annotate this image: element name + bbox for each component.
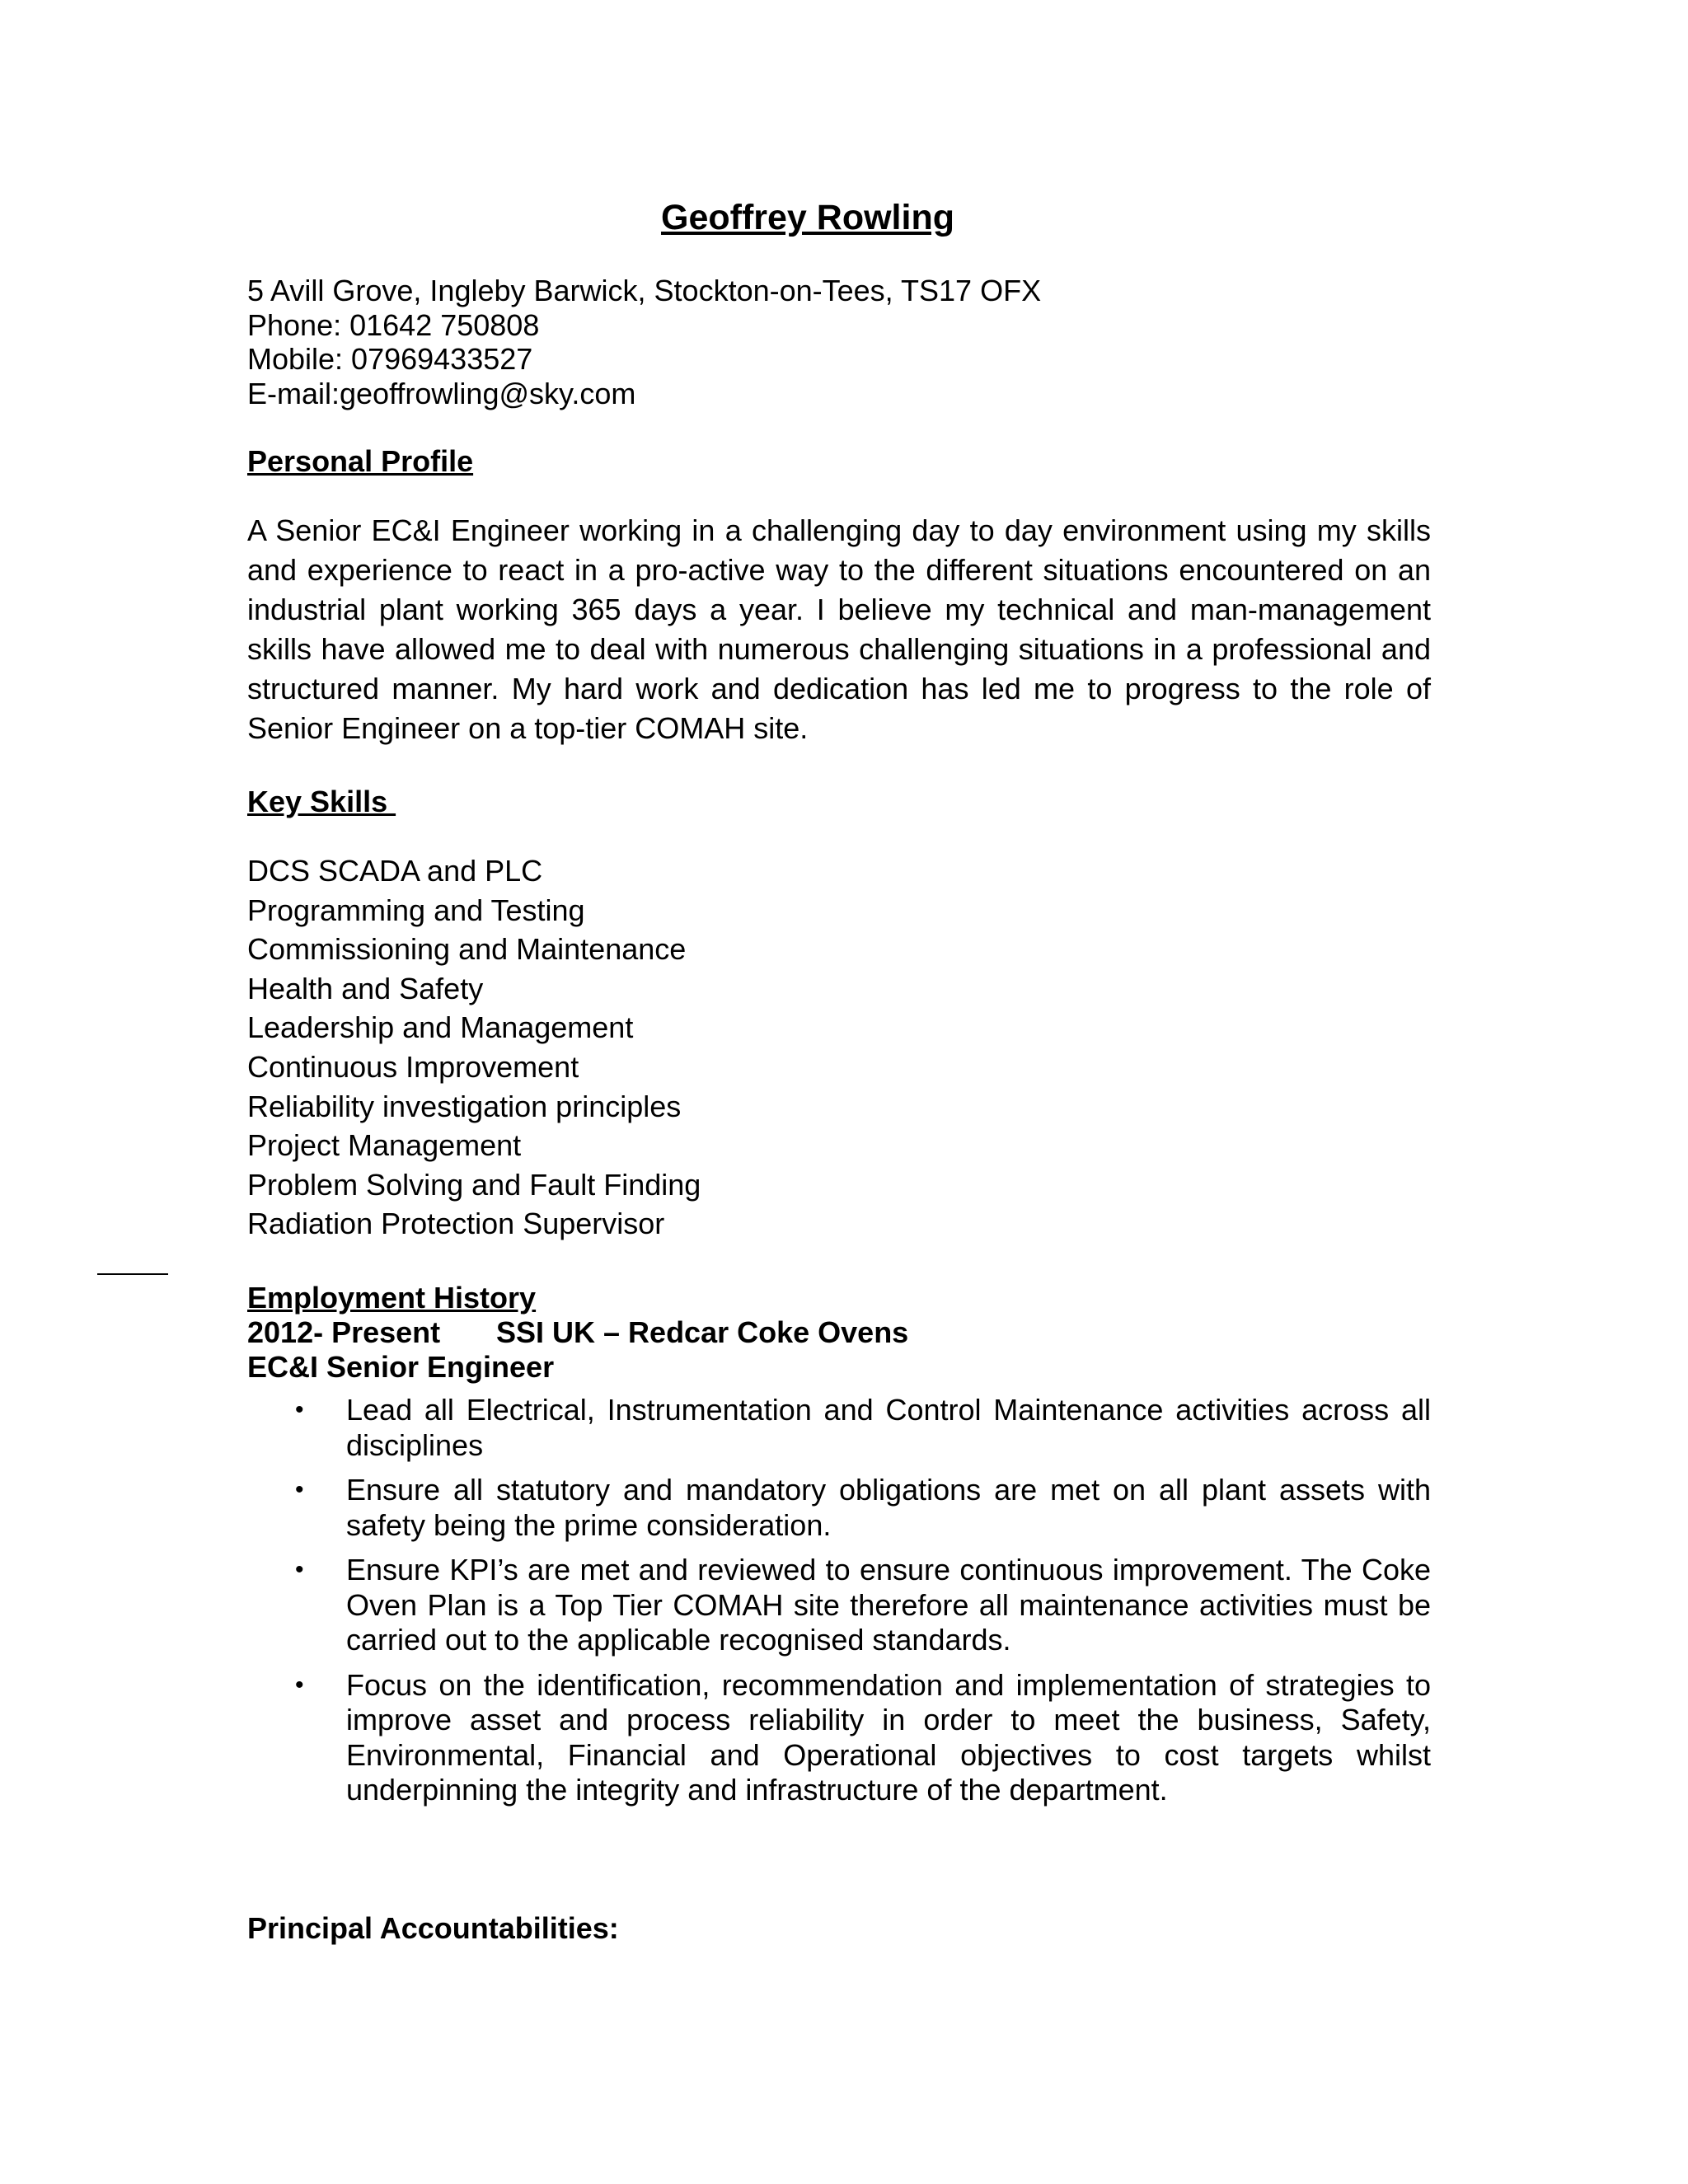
address-line: 5 Avill Grove, Ingleby Barwick, Stockton-on-Tees, TS17 OFX (247, 274, 1042, 307)
skill-item: Programming and Testing (247, 893, 585, 927)
principal-accountabilities-heading: Principal Accountabilities: (247, 1911, 619, 1945)
skill-item: Continuous Improvement (247, 1049, 579, 1084)
contact-block (247, 274, 1041, 410)
skill-item: DCS SCADA and PLC (247, 854, 543, 888)
skill-item: Radiation Protection Supervisor (247, 1207, 665, 1241)
skill-item: Problem Solving and Fault Finding (247, 1167, 701, 1202)
mobile-line: Mobile: 07969433527 (247, 342, 533, 376)
cv-name: Geoffrey Rowling (661, 198, 954, 237)
job-title: EC&I Senior Engineer (247, 1350, 555, 1384)
phone-line: Phone: 01642 750808 (247, 307, 540, 342)
personal-profile-heading: Personal Profile (247, 444, 474, 478)
bullet-icon: • (295, 1396, 304, 1423)
key-skills-list (247, 851, 701, 1244)
duty-text: Focus on the identification, recommendation and implementation of strategies to improve asset and process reliability in order to meet the business, Safety, Environmental, Financial and Operational objectives to cost targets whilst underpinning the integrity and infrastructure of the department. (346, 1667, 1431, 1807)
skill-item: Reliability investigation principles (247, 1089, 682, 1123)
duty-text: Ensure all statutory and mandatory obligations are met on all plant assets with safety being the prime consideration. (346, 1473, 1431, 1542)
margin-rule (97, 1273, 168, 1275)
job-period: 2012- Present (247, 1315, 441, 1349)
email-line: E-mail:geoffrowling@sky.com (247, 376, 636, 410)
skill-item: Health and Safety (247, 971, 484, 1005)
job-period-row (247, 1315, 909, 1351)
employment-history-heading: Employment History (247, 1281, 537, 1315)
duty-item (247, 1473, 1431, 1543)
bullet-icon: • (295, 1671, 304, 1699)
skill-item: Leadership and Management (247, 1010, 634, 1045)
bullet-icon: • (295, 1556, 304, 1583)
bullet-icon: • (295, 1476, 304, 1503)
skill-item: Project Management (247, 1128, 522, 1163)
key-skills-heading: Key Skills (247, 785, 396, 818)
duty-item (247, 1553, 1431, 1658)
duty-item (247, 1668, 1431, 1808)
duty-text: Ensure KPI’s are met and reviewed to ensure continuous improvement. The Coke Oven Plan is a Top Tier COMAH site therefore all maintenance activities must be carried out to the applicable recognised standards. (346, 1553, 1431, 1657)
personal-profile-text: A Senior EC&I Engineer working in a challenging day to day environment using my skills and experience to react in a pro-active way to the different situations encountered on an industrial plant working 365 days a year. I believe my technical and man-management skills have allowed me to deal with numerous challenging situations in a professional and structured manner. My hard work and dedication has led me to progress to the role of Senior Engineer on a top-tier COMAH site. (247, 513, 1431, 745)
duties-list (247, 1393, 1431, 1818)
duty-item (247, 1393, 1431, 1463)
job-employer: SSI UK – Redcar Coke Ovens (496, 1315, 909, 1349)
skill-item: Commissioning and Maintenance (247, 932, 687, 967)
duty-text: Lead all Electrical, Instrumentation and Control Maintenance activities across all disciplines (346, 1393, 1431, 1462)
